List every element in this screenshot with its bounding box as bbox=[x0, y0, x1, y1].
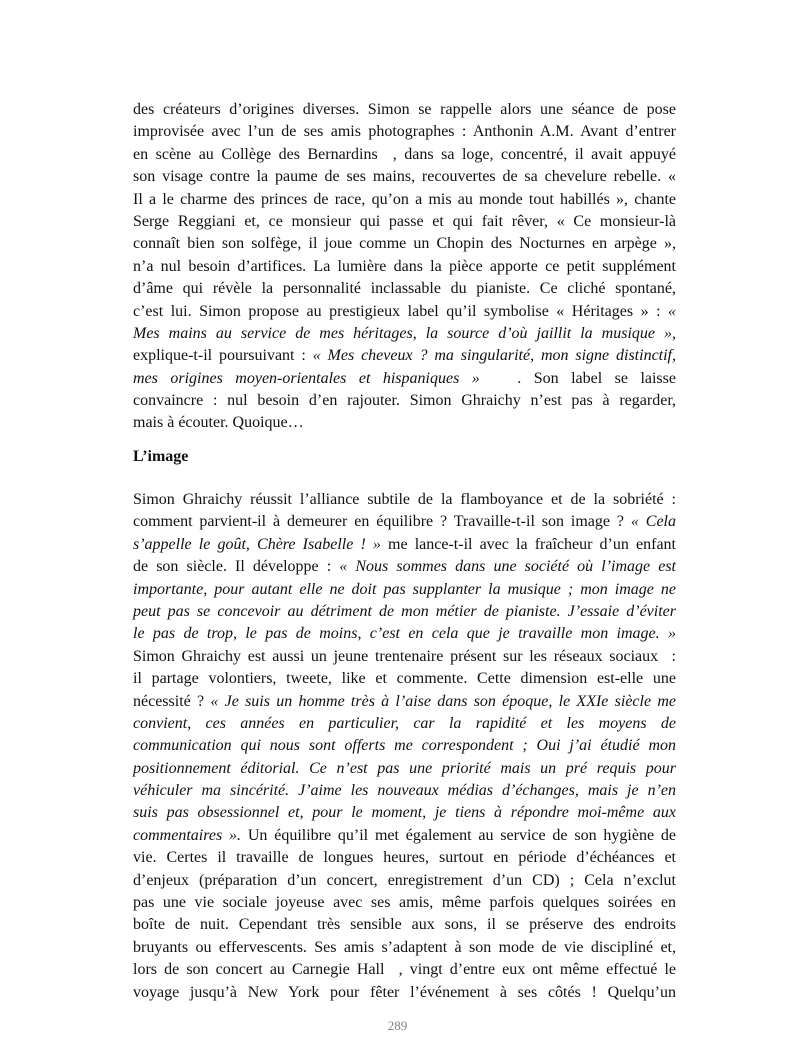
text-line bbox=[133, 937, 676, 959]
text-line bbox=[133, 579, 676, 601]
text-line bbox=[133, 144, 676, 166]
text-line bbox=[133, 301, 676, 323]
body-text: mais à écouter. Quoique… bbox=[133, 414, 304, 432]
body-text: c’est lui. Simon propose au prestigieux label qu’il symbolise « Héritages » : bbox=[133, 302, 668, 320]
quote-text: peut pas se concevoir au détriment de mon métier de pianiste. J’essaie d’éviter bbox=[133, 602, 676, 620]
quote-text: communication qui nous sont offerts me correspondent ; Oui j’ai étudié mon bbox=[133, 737, 676, 755]
text-line bbox=[133, 802, 676, 824]
text-line bbox=[133, 735, 676, 757]
text-line bbox=[133, 982, 676, 1004]
text-line bbox=[133, 278, 676, 300]
text-line bbox=[133, 713, 676, 735]
text-line bbox=[133, 556, 676, 578]
paragraph-photo-session bbox=[133, 99, 676, 435]
text-line bbox=[133, 368, 676, 390]
body-text: il partage volontiers, tweete, like et commente. Cette dimension est-elle une bbox=[133, 670, 676, 688]
body-text: d’âme qui révèle la personnalité inclassable du pianiste. Ce cliché spontané, bbox=[133, 280, 676, 298]
body-text: explique-t-il poursuivant : bbox=[133, 347, 313, 365]
text-line bbox=[133, 390, 676, 412]
body-text: improvisée avec l’un de ses amis photographes : Anthonin A.M. Avant d’entrer bbox=[133, 123, 676, 141]
quote-text: véhiculer ma sincérité. J’aime les nouveaux médias d’échanges, mais je n’en bbox=[133, 782, 676, 800]
body-text: lors de son concert au Carnegie Hall , vingt d’entre eux ont même effectué le bbox=[133, 961, 676, 979]
body-text: convaincre : nul besoin d’en rajouter. Simon Ghraichy n’est pas à regarder, bbox=[133, 392, 676, 410]
body-text: Serge Reggiani et, ce monsieur qui passe et qui fait rêver, « Ce monsieur-là bbox=[133, 212, 676, 230]
text-line bbox=[133, 668, 676, 690]
text-line bbox=[133, 892, 676, 914]
quote-text: « Je suis un homme très à l’aise dans son époque, le XXIe siècle me bbox=[210, 692, 676, 710]
body-text: vie. Certes il travaille de longues heures, surtout en période d’échéances et bbox=[133, 849, 676, 867]
quote-text: Mes mains au service de mes héritages, la source d’où jaillit la musique », bbox=[133, 324, 676, 342]
body-text: connaît bien son solfège, il joue comme un Chopin des Nocturnes en arpège », bbox=[133, 235, 676, 253]
quote-text: le pas de trop, le pas de moins, c’est en cela que je travaille mon image. » bbox=[133, 625, 676, 643]
text-line bbox=[133, 166, 676, 188]
quote-text: mes origines moyen-orientales et hispaniques » bbox=[133, 369, 480, 387]
quote-text: « Mes cheveux ? ma singularité, mon signe distinctif, bbox=[312, 347, 677, 365]
text-line bbox=[133, 256, 676, 278]
page-number: 289 bbox=[387, 1018, 408, 1033]
text-line bbox=[133, 691, 676, 713]
quote-text: s’appelle le goût, Chère Isabelle ! » bbox=[133, 535, 381, 553]
body-text: de son siècle. Il développe : bbox=[133, 558, 340, 576]
body-text: Un équilibre qu’il met également au service de son hygiène de bbox=[241, 826, 676, 844]
text-line bbox=[133, 211, 676, 233]
text-line bbox=[133, 412, 676, 434]
body-text: boîte de nuit. Cependant très sensible aux sons, il se préserve des endroits bbox=[133, 916, 676, 934]
body-text: comment parvient-il à demeurer en équilibre ? Travaille-t-il son image ? bbox=[133, 513, 631, 531]
text-line bbox=[133, 825, 676, 847]
quote-text: convient, ces années en particulier, car la rapidité et les moyens de bbox=[133, 714, 676, 732]
body-text: nécessité ? bbox=[133, 692, 211, 710]
text-line bbox=[133, 780, 676, 802]
quote-text: commentaires ». bbox=[133, 826, 241, 844]
body-text: . Son label se laisse bbox=[479, 369, 676, 387]
body-text: n’a nul besoin d’artifices. La lumière dans la pièce apporte ce petit supplément bbox=[133, 257, 676, 275]
body-text: des créateurs d’origines diverses. Simon se rappelle alors une séance de pose bbox=[133, 101, 676, 118]
body-text: son visage contre la paume de ses mains, recouvertes de sa chevelure rebelle. « bbox=[133, 168, 676, 186]
text-line bbox=[133, 758, 676, 780]
body-text: bruyants ou effervescents. Ses amis s’adaptent à son mode de vie discipliné et, bbox=[133, 938, 676, 956]
text-line bbox=[133, 489, 676, 511]
text-line bbox=[133, 534, 676, 556]
text-line bbox=[133, 646, 676, 668]
body-text: en scène au Collège des Bernardins , dans sa loge, concentré, il avait appuyé bbox=[133, 145, 676, 163]
quote-text: suis pas obsessionnel et, pour le moment, je tiens à répondre moi-même aux bbox=[133, 804, 676, 822]
quote-text: positionnement éditorial. Ce n’est pas une priorité mais un pré requis pour bbox=[133, 759, 676, 777]
text-line bbox=[133, 511, 676, 533]
text-line bbox=[133, 323, 676, 345]
body-text: Simon Ghraichy réussit l’alliance subtile de la flamboyance et de la sobriété : bbox=[133, 491, 676, 508]
text-line bbox=[133, 99, 676, 121]
section-heading: L’image bbox=[133, 448, 189, 465]
quote-text: « Cela bbox=[630, 513, 677, 531]
text-line bbox=[133, 189, 676, 211]
text-line bbox=[133, 623, 676, 645]
text-line bbox=[133, 870, 676, 892]
quote-text: importante, pour autant elle ne doit pas supplanter la musique ; mon image ne bbox=[133, 580, 676, 598]
text-line bbox=[133, 601, 676, 623]
text-line bbox=[133, 914, 676, 936]
paragraph-image bbox=[133, 489, 676, 1004]
text-line bbox=[133, 847, 676, 869]
text-line bbox=[133, 121, 676, 143]
quote-text: « bbox=[668, 302, 676, 320]
body-text: voyage jusqu’à New York pour fêter l’événement à ses côtés ! Quelqu’un bbox=[133, 983, 676, 1001]
text-line bbox=[133, 959, 676, 981]
body-text: Simon Ghraichy est aussi un jeune trentenaire présent sur les réseaux sociaux : bbox=[133, 647, 676, 665]
body-text: Il a le charme des princes de race, qu’on a mis au monde tout habillés », chante bbox=[133, 190, 676, 208]
body-text: d’enjeux (préparation d’un concert, enregistrement d’un CD) ; Cela n’exclut bbox=[133, 871, 676, 889]
quote-text: « Nous sommes dans une société où l’image est bbox=[339, 558, 676, 576]
body-text: pas une vie sociale joyeuse avec ses amis, même parfois quelques soirées en bbox=[133, 894, 676, 912]
text-line bbox=[133, 345, 676, 367]
text-line bbox=[133, 233, 676, 255]
body-text: me lance-t-il avec la fraîcheur d’un enfant bbox=[380, 535, 676, 553]
